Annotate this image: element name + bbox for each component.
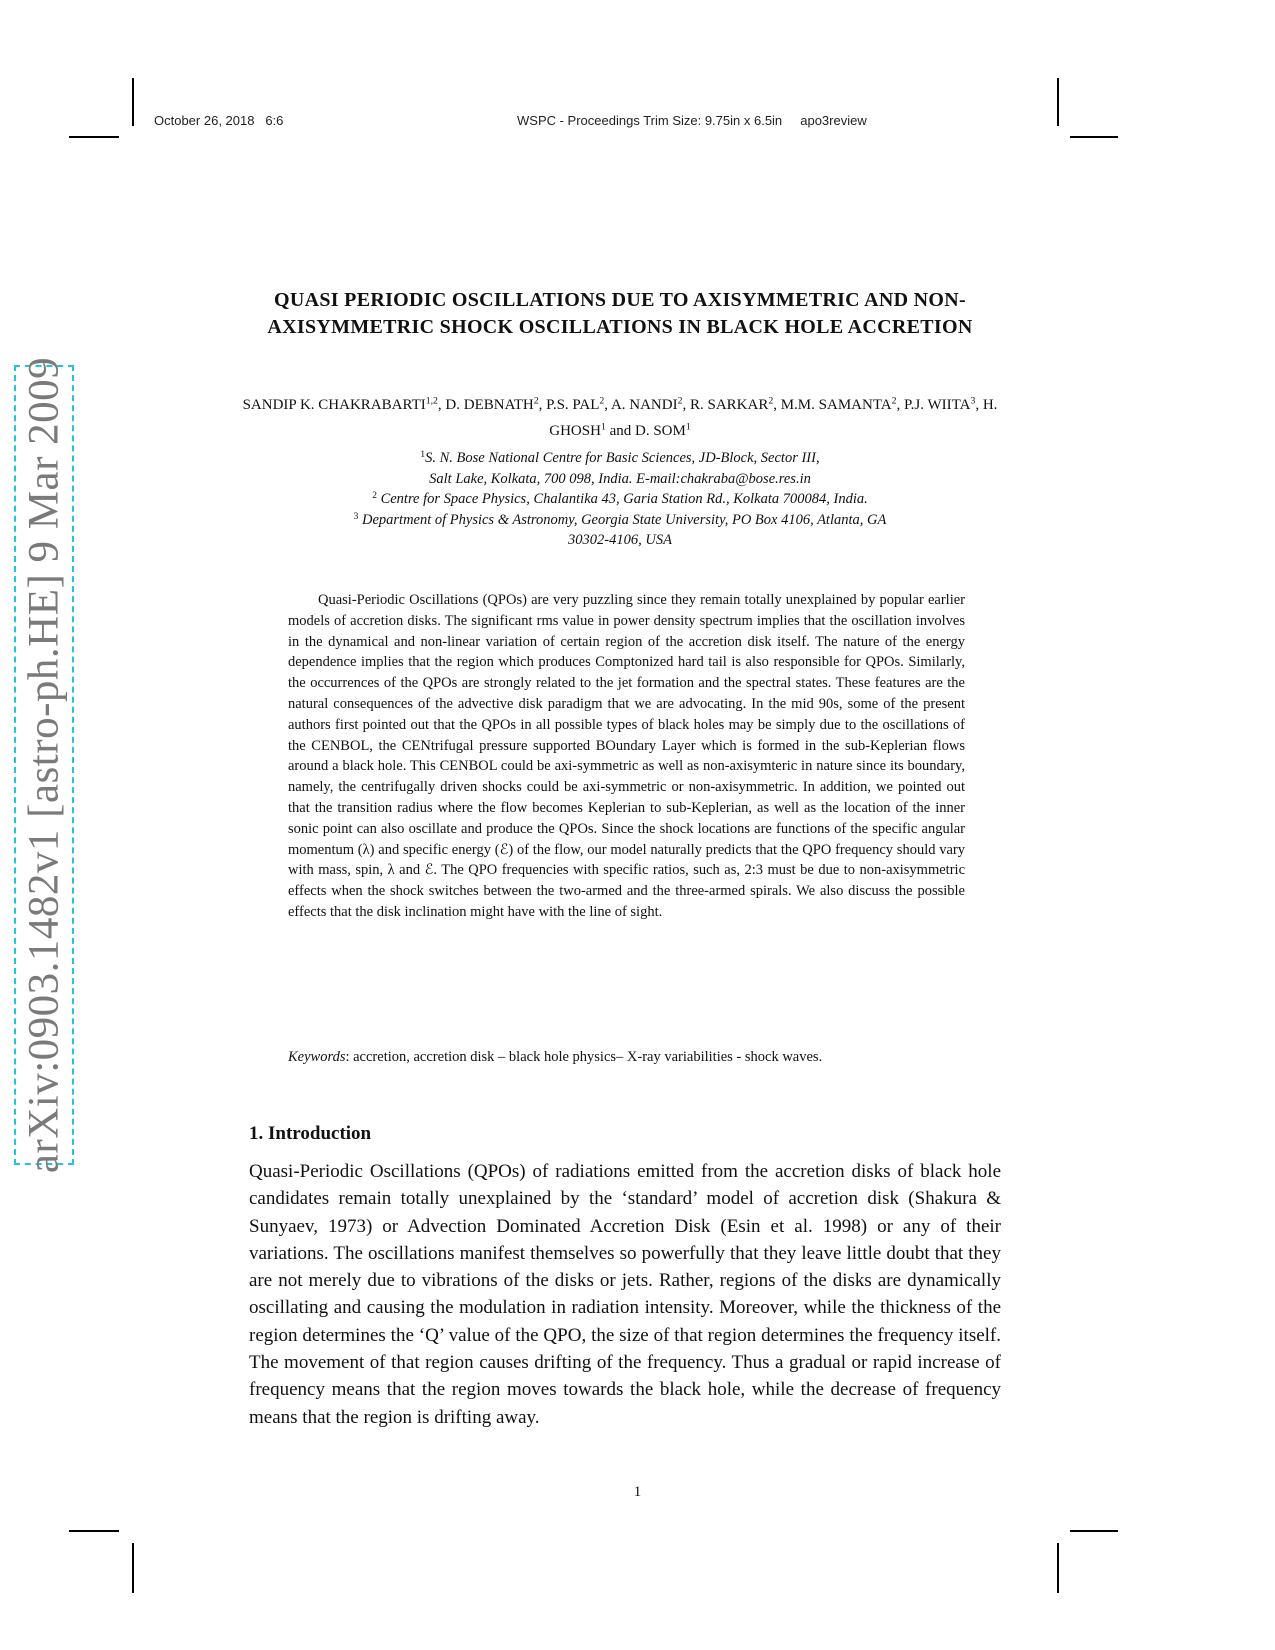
author-name: D. DEBNATH [445, 397, 534, 413]
header-time: 6:6 [265, 113, 284, 128]
author-name: SANDIP K. CHAKRABARTI [242, 397, 426, 413]
author-separator: and [605, 423, 635, 439]
affiliation-text: S. N. Bose National Centre for Basic Sciences, JD-Block, Sector III, [425, 450, 820, 466]
section-heading: 1. Introduction [249, 1123, 372, 1144]
author-separator: , [437, 397, 446, 413]
page-number: 1 [633, 1484, 642, 1500]
author-separator: , [896, 397, 904, 413]
affiliation-mark: 1 [420, 449, 426, 460]
affiliation-mark: 3 [353, 511, 359, 522]
affiliation-text: Department of Physics & Astronomy, Georgia State University, PO Box 4106, Atlanta, GA [361, 511, 887, 528]
crop-mark-top-right-v [1057, 78, 1059, 126]
author-affiliation-mark: 1,2 [425, 395, 438, 407]
affiliation-text: Salt Lake, Kolkata, 700 098, India. E-mail:chakraba@bose.res.in [429, 470, 811, 487]
affiliation-text: 30302-4106, USA [568, 532, 672, 548]
arxiv-stamp-box[interactable] [14, 356, 74, 1174]
author-name: A. NANDI [610, 397, 678, 413]
author-affiliation-mark: 1 [600, 421, 606, 433]
arxiv-stamp[interactable]: arXiv:0903.1482v1 [astro-ph.HE] 9 Mar 2009 [20, 356, 68, 1174]
affiliation-mark: 2 [372, 490, 377, 501]
author-separator: , [604, 397, 611, 413]
author-affiliation-mark: 2 [768, 395, 774, 407]
affiliation-line [240, 448, 1000, 469]
affiliation-text: Centre for Space Physics, Chalantika 43, Garia Station Rd., Kolkata 700084, India. [380, 491, 868, 507]
section-body: Quasi-Periodic Oscillations (QPOs) of radiations emitted from the accretion disks of black hole candidates remain totally unexplained by the ‘standard’ model of accretion disk (Shakura & Sunyaev, 1973) or Advection Dominated Accretion Disk (Esin et al. 1998) or any of their variations. The oscillations manifest themselves so powerfully that they leave little doubt that they are not merely due to vibrations of the disks or jets. Rather, regions of the disks are dynamically oscillating and causing the modulation in radiation intensity. Moreover, while the thickness of the region determines the ‘Q’ value of the QPO, the size of that region determines the frequency itself. The movement of that region causes drifting of the frequency. Thus a gradual or rapid increase of frequency means that the region moves towards the black hole, while the decrease of frequency means that the region is drifting away. [249, 1161, 1001, 1428]
affiliation-line [240, 469, 1000, 490]
crop-mark-bottom-left-h [69, 1530, 119, 1532]
affiliation-line [240, 510, 1000, 531]
header-file: apo3review [800, 113, 867, 128]
keywords [288, 1047, 965, 1068]
author-affiliation-mark: 3 [970, 395, 976, 407]
crop-mark-bottom-right-h [1070, 1530, 1118, 1532]
author-name: M.M. SAMANTA [780, 397, 892, 413]
crop-mark-top-left-v [132, 78, 134, 126]
affiliation-line [240, 489, 1000, 510]
author-name: H. GHOSH [549, 397, 998, 439]
affiliation-line [240, 530, 1000, 551]
paper-title: QUASI PERIODIC OSCILLATIONS DUE TO AXISYMMETRIC AND NON-AXISYMMETRIC SHOCK OSCILLATIONS IN BLACK HOLE ACCRETION [267, 289, 973, 338]
author-separator: , [682, 397, 690, 413]
affiliation-list [240, 448, 1000, 551]
header-publisher-text: WSPC - Proceedings Trim Size: 9.75in x 6.5in [517, 113, 783, 128]
crop-mark-top-right-h [1070, 136, 1118, 138]
author-name: D. SOM [635, 423, 686, 439]
author-affiliation-mark: 2 [533, 395, 539, 407]
keywords-label: Keywords [288, 1049, 346, 1065]
author-separator: , [975, 397, 983, 413]
author-affiliation-mark: 2 [599, 395, 605, 407]
header-date-text: October 26, 2018 [154, 113, 255, 128]
author-list [240, 392, 1000, 444]
author-separator: , [773, 397, 781, 413]
abstract: Quasi-Periodic Oscillations (QPOs) are very puzzling since they remain totally unexplained by popular earlier models of accretion disks. The significant rms value in power density spectrum implies that the oscillation involves in the dynamical and non-linear variation of certain region of the accretion disk itself. The nature of the energy dependence implies that the region which produces Comptonized hard tail is also responsible for QPOs. Similarly, the occurrences of the QPOs are strongly related to the jet formation and the spectral states. These features are the natural consequences of the advective disk paradigm that we are advocating. In the mid 90s, some of the present authors first pointed out that the QPOs in all possible types of black holes may be simply due to the oscillations of the CENBOL, the CENtrifugal pressure supported BOundary Layer which is formed in the sub-Keplerian flows around a black hole. This CENBOL could be axi-symmetric as well as non-axisymteric in nature since its boundary, namely, the centrifugally driven shocks could be axi-symmetric or non-axisymmetric. In addition, we pointed out that the transition radius where the flow becomes Keplerian to sub-Keplerian, as well as the location of the inner sonic point can also oscillate and produce the QPOs. Since the shock locations are functions of the specific angular momentum (λ) and specific energy (ℰ) of the flow, our model naturally predicts that the QPO frequency should vary with mass, spin, λ and ℰ. The QPO frequencies with specific ratios, such as, 2:3 must be due to non-axisymmetric effects when the shock switches between the two-armed and the three-armed spirals. We also discuss the possible effects that the disk inclination might have with the line of sight. [288, 592, 965, 920]
author-affiliation-mark: 2 [891, 395, 897, 407]
crop-mark-bottom-right-v [1057, 1543, 1059, 1593]
author-affiliation-mark: 1 [685, 421, 691, 433]
author-name: P.J. WIITA [904, 397, 971, 413]
author-separator: , [538, 397, 547, 413]
author-name: P.S. PAL [546, 397, 600, 413]
author-affiliation-mark: 2 [677, 395, 683, 407]
crop-mark-top-left-h [69, 136, 119, 138]
keywords-text: : accretion, accretion disk – black hole physics– X-ray variabilities - shock waves. [345, 1049, 823, 1065]
header-publisher [517, 113, 867, 128]
author-name: R. SARKAR [689, 397, 769, 413]
crop-mark-bottom-left-v [132, 1543, 134, 1593]
header-date [154, 113, 283, 128]
